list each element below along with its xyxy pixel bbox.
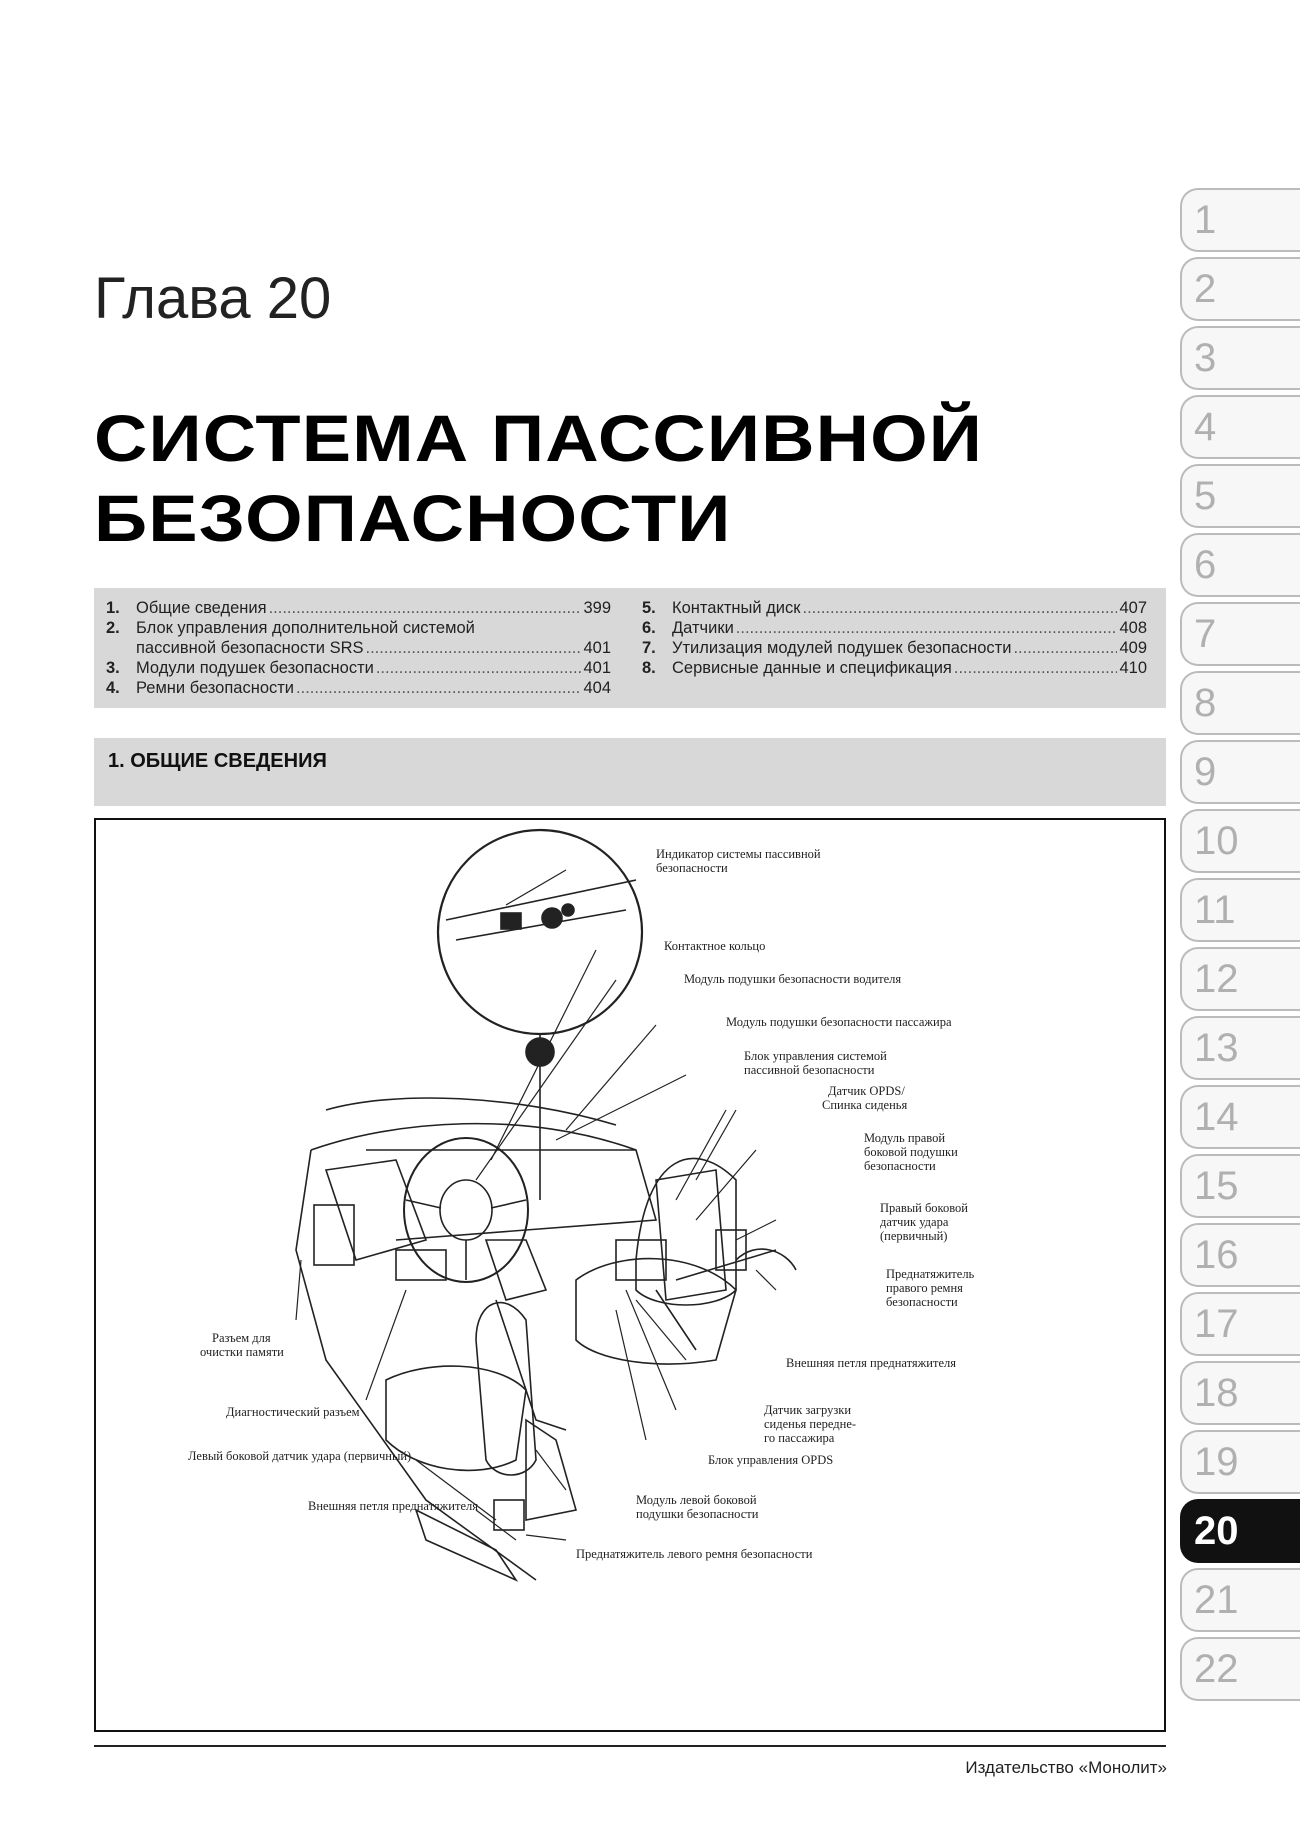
label-right-impact-3: (первичный)	[880, 1229, 948, 1243]
toc-page: 401	[583, 639, 611, 657]
opds-unit-box	[616, 1240, 666, 1280]
toc-number: 4.	[106, 679, 120, 697]
chapter-title-line-1: СИСТЕМА ПАССИВНОЙ	[94, 401, 984, 475]
toc-entry[interactable]	[106, 618, 611, 658]
srs-components-figure	[94, 818, 1166, 1732]
label-memory-connector-2: очистки памяти	[200, 1345, 284, 1359]
leader-opds-unit	[616, 1310, 646, 1440]
chapter-title	[94, 398, 1102, 558]
toc-entry[interactable]	[106, 678, 611, 698]
chapter-tab-12[interactable]: 12	[1180, 947, 1300, 1011]
toc-number: 3.	[106, 659, 120, 677]
chapter-tab-4[interactable]: 4	[1180, 395, 1300, 459]
toc-number: 5.	[642, 599, 656, 617]
leader-memory-connector	[296, 1260, 301, 1320]
toc-leader	[376, 658, 582, 678]
label-opds-unit: Блок управления OPDS	[708, 1453, 834, 1467]
toc-column-left	[106, 598, 611, 698]
leader-outer-loop-left	[476, 1510, 516, 1540]
dashboard-top	[311, 1124, 636, 1150]
label-memory-connector-1: Разъем для	[212, 1331, 271, 1345]
toc-leader	[803, 598, 1118, 618]
label-control-unit-2: пассивной безопасности	[744, 1063, 875, 1077]
publisher: Издательство «Монолит»	[965, 1758, 1167, 1777]
label-right-side-airbag-1: Модуль правой	[864, 1131, 946, 1145]
chapter-tab-17[interactable]: 17	[1180, 1292, 1300, 1356]
left-impact-sensor	[494, 1500, 524, 1530]
label-right-side-airbag-3: безопасности	[864, 1159, 936, 1173]
toc-leader	[1013, 638, 1117, 658]
toc-entry[interactable]	[642, 618, 1147, 638]
windshield-top	[326, 1098, 616, 1125]
chapter-tab-22[interactable]: 22	[1180, 1637, 1300, 1701]
label-load-sensor-1: Датчик загрузки	[764, 1403, 852, 1417]
label-left-side-airbag-1: Модуль левой боковой	[636, 1493, 757, 1507]
chapter-tab-8[interactable]: 8	[1180, 671, 1300, 735]
toc-number: 6.	[642, 619, 656, 637]
chapter-tab-16[interactable]: 16	[1180, 1223, 1300, 1287]
leader-control-unit	[556, 1075, 686, 1140]
label-outer-loop-right: Внешняя петля преднатяжителя	[786, 1356, 956, 1370]
console-tunnel	[496, 1300, 566, 1430]
label-load-sensor-3: го пассажира	[764, 1431, 835, 1445]
chapter-tab-7[interactable]: 7	[1180, 602, 1300, 666]
chapter-tab-14[interactable]: 14	[1180, 1085, 1300, 1149]
toc-entry[interactable]	[106, 598, 611, 618]
label-right-impact-2: датчик удара	[880, 1215, 949, 1229]
leader-lines	[296, 870, 776, 1540]
magnifier-circle	[438, 830, 642, 1034]
toc-page: 409	[1119, 639, 1147, 657]
chapter-tab-21[interactable]: 21	[1180, 1568, 1300, 1632]
toc-title: Датчики	[672, 619, 734, 637]
toc-title: Контактный диск	[672, 599, 801, 617]
toc-title-continued: пассивной безопасности SRS	[136, 639, 364, 657]
toc-title: Модули подушек безопасности	[136, 659, 374, 677]
toc-number: 7.	[642, 639, 656, 657]
label-contact-ring: Контактное кольцо	[664, 939, 766, 953]
toc-leader	[736, 618, 1118, 638]
chapter-tab-5[interactable]: 5	[1180, 464, 1300, 528]
left-seat-rail	[416, 1510, 516, 1580]
leader-indicator	[506, 870, 566, 905]
toc-page: 410	[1119, 659, 1147, 677]
chapter-tab-20[interactable]: 20	[1180, 1499, 1300, 1563]
figure-drawing	[96, 820, 1164, 1730]
leader-left-side-airbag	[536, 1450, 566, 1490]
steering-hub	[440, 1180, 492, 1240]
toc-leader	[296, 678, 581, 698]
chapter-tab-13[interactable]: 13	[1180, 1016, 1300, 1080]
toc-title: Ремни безопасности	[136, 679, 295, 697]
label-outer-loop-left: Внешняя петля преднатяжителя	[308, 1499, 478, 1513]
toc-entry[interactable]	[642, 598, 1147, 618]
chapter-tab-1[interactable]: 1	[1180, 188, 1300, 252]
leader-right-pretensioner	[756, 1270, 776, 1290]
dash-edge-in-magnifier-2	[456, 910, 626, 940]
toc-page: 401	[583, 659, 611, 677]
footer-rule	[94, 1745, 1166, 1747]
chapter-tab-15[interactable]: 15	[1180, 1154, 1300, 1218]
toc-number: 1.	[106, 599, 120, 617]
label-right-pretensioner-3: безопасности	[886, 1295, 958, 1309]
label-diag-connector: Диагностический разъем	[226, 1405, 360, 1419]
toc-leader	[366, 638, 582, 658]
table-of-contents	[94, 588, 1166, 708]
right-seat-cushion	[576, 1259, 736, 1364]
toc-page: 407	[1119, 599, 1147, 617]
label-right-pretensioner-1: Преднатяжитель	[886, 1267, 975, 1281]
label-indicator-1: Индикатор системы пассивной	[656, 847, 821, 861]
toc-page: 404	[583, 679, 611, 697]
toc-number: 2.	[106, 619, 120, 637]
toc-page: 399	[583, 599, 611, 617]
label-left-side-airbag-2: подушки безопасности	[636, 1507, 759, 1521]
leader-outer-loop-right	[636, 1300, 686, 1360]
chapter-tab-19[interactable]: 19	[1180, 1430, 1300, 1494]
center-console	[486, 1240, 546, 1300]
toc-entry[interactable]	[106, 658, 611, 678]
label-right-impact-1: Правый боковой	[880, 1201, 968, 1215]
label-indicator-2: безопасности	[656, 861, 728, 875]
chapter-tab-3[interactable]: 3	[1180, 326, 1300, 390]
toc-leader	[269, 598, 582, 618]
chapter-tab-10[interactable]: 10	[1180, 809, 1300, 873]
toc-entry[interactable]	[642, 658, 1147, 678]
toc-column-right	[642, 598, 1147, 678]
label-left-impact: Левый боковой датчик удара (первичный)	[188, 1449, 412, 1463]
label-load-sensor-2: сиденья передне-	[764, 1417, 857, 1431]
label-opds-sensor-2: Спинка сиденья	[822, 1098, 908, 1112]
chapter-tab-6[interactable]: 6	[1180, 533, 1300, 597]
label-driver-airbag: Модуль подушки безопасности водителя	[684, 972, 902, 986]
toc-page: 408	[1119, 619, 1147, 637]
chapter-title-line-2: БЕЗОПАСНОСТИ	[94, 481, 732, 555]
label-passenger-airbag: Модуль подушки безопасности пассажира	[726, 1015, 952, 1029]
section-heading: 1. ОБЩИЕ СВЕДЕНИЯ	[108, 750, 327, 772]
label-right-side-airbag-2: боковой подушки	[864, 1145, 958, 1159]
toc-title: Утилизация модулей подушек безопасности	[672, 639, 1012, 657]
toc-title: Сервисные данные и спецификация	[672, 659, 952, 677]
toc-entry[interactable]	[642, 638, 1147, 658]
label-control-unit-1: Блок управления системой	[744, 1049, 887, 1063]
toc-number: 8.	[642, 659, 656, 677]
label-right-pretensioner-2: правого ремня	[886, 1281, 963, 1295]
chapter-tab-9[interactable]: 9	[1180, 740, 1300, 804]
figure-labels	[188, 847, 975, 1561]
chapter-label: Глава 20	[94, 266, 332, 331]
leader-passenger-airbag	[566, 1025, 656, 1130]
chapter-tab-11[interactable]: 11	[1180, 878, 1300, 942]
toc-title: Блок управления дополнительной системой	[136, 619, 475, 637]
label-left-pretensioner: Преднатяжитель левого ремня безопасности	[576, 1547, 813, 1561]
toc-leader	[954, 658, 1118, 678]
toc-title: Общие сведения	[136, 599, 267, 617]
leader-left-pretensioner	[526, 1535, 566, 1540]
chapter-tab-18[interactable]: 18	[1180, 1361, 1300, 1425]
section-header	[94, 738, 1166, 806]
label-opds-sensor-1: Датчик OPDS/	[828, 1084, 905, 1098]
leader-opds-sensor	[676, 1110, 736, 1200]
chapter-tab-2[interactable]: 2	[1180, 257, 1300, 321]
